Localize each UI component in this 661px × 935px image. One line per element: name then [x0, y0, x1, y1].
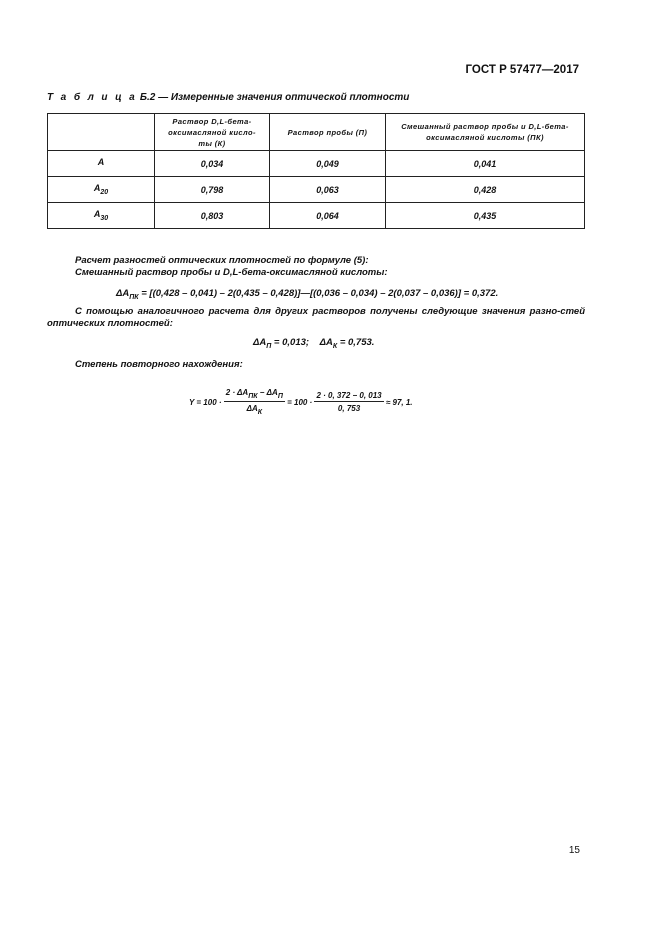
delta-k: $\Delta A_К = 0,753$.	[319, 337, 375, 350]
cell-p: 0,049	[270, 151, 386, 177]
table-caption-text: Б.2 — Измеренные значения оптической плотности	[139, 92, 410, 103]
formula-result: ≈ 97, 1.	[385, 397, 413, 407]
formula-delta-pk: $\Delta A_{ПК} = [(0,428 - 0,041) - 2(0,435$ – 0,428)]—[(0,036 – 0,034) – 2(0,037 – 0,036)] = 0,372.	[116, 288, 499, 301]
recovery-formula	[189, 388, 413, 416]
table-header-cell-empty	[48, 114, 155, 151]
cell-k: 0,034	[155, 151, 270, 177]
table-header-cell-p: Раствор пробы (П)	[270, 114, 386, 151]
fraction-symbolic: $\frac{2 \cdot \Delta A_{ПК} - \Delta A_П}{\Delta A_К}$	[225, 388, 283, 416]
page-number: 15	[568, 845, 580, 856]
row-label: A	[48, 151, 155, 177]
table-header-row	[48, 114, 585, 151]
cell-p: 0,063	[270, 177, 386, 203]
table-caption	[47, 92, 409, 103]
delta-p: $\Delta A_П = 0,013$;	[253, 337, 310, 350]
cell-k: 0,798	[155, 177, 270, 203]
formula-mid: = 100 ·	[287, 397, 313, 407]
delta-values	[253, 337, 374, 353]
document-code: ГОСТ Р 57477—2017	[465, 64, 579, 76]
fraction-numeric: $\frac{2 \cdot 0, 372 - 0, 013}{0, 753}$	[316, 391, 382, 413]
calc-subtitle: Смешанный раствор пробы и D,L-бета-оксимасляной кислоты:	[75, 267, 388, 278]
recovery-title: Степень повторного нахождения:	[75, 359, 243, 370]
table-header-cell-pk: Смешанный раствор пробы и D,L-бета-оксимасляной кислоты (ПК)	[386, 114, 585, 151]
optical-density-table	[47, 113, 585, 229]
table-header-cell-k: Раствор D,L-бета-оксимасляной кисло-ты (К)	[155, 114, 270, 151]
cell-p: 0,064	[270, 203, 386, 229]
row-label: $A_{30}$	[48, 203, 155, 229]
calc-title: Расчет разностей оптических плотностей по формуле (5):	[75, 255, 369, 266]
table-caption-prefix: Т а б л и ц а	[47, 92, 138, 103]
table-row	[48, 177, 585, 203]
table-row	[48, 151, 585, 177]
formula-y-lhs: Y = 100 ·	[189, 397, 222, 407]
cell-k: 0,803	[155, 203, 270, 229]
analog-paragraph: С помощью аналогичного расчета для других растворов получены следующие значения разно-стей оптических плотностей:	[47, 306, 585, 329]
cell-pk: 0,428	[386, 177, 585, 203]
table-row	[48, 203, 585, 229]
cell-pk: 0,435	[386, 203, 585, 229]
cell-pk: 0,041	[386, 151, 585, 177]
row-label: $A_{20}$	[48, 177, 155, 203]
